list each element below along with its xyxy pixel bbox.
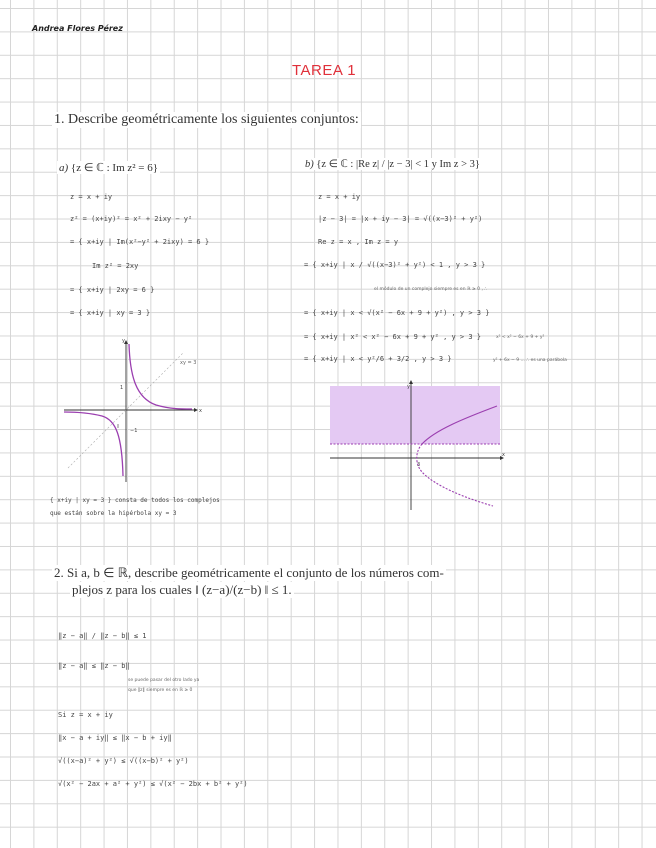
q1b-line: = { x+iy | x² < x² − 6x + 9 + y² , y > 3 }: [304, 333, 482, 341]
q1b-line: |z − 3| = |x + iy − 3| = √((x−3)² + y²): [318, 215, 483, 223]
q2-line: Si z = x + iy: [58, 711, 113, 719]
q1b-aside: x² < x² − 6x + 9 + y²: [496, 335, 545, 340]
q2-aside: que ‖z‖ siempre es en ℝ ≥ 0: [128, 688, 193, 693]
q2-line: ‖z − a‖ / ‖z − b‖ ≤ 1: [58, 632, 147, 640]
hyperbola-graph: [60, 336, 210, 486]
q1b-line: = { x+iy | x / √((x−3)² + y²) < 1 , y > 3 }: [304, 261, 486, 269]
q1b-heading: [303, 158, 482, 170]
axis-x-label: x: [199, 408, 202, 414]
q1a-label: a): [59, 162, 69, 174]
q2-line: √((x−a)² + y²) ≤ √((x−b)² + y²): [58, 757, 189, 765]
axis-y-label: y: [122, 338, 125, 344]
q2-number: 2.: [54, 565, 64, 580]
tick-label: −1: [130, 428, 138, 434]
q2-line: ‖z − a‖ ≤ ‖z − b‖: [58, 662, 130, 670]
q1a-line: Im z² = 2xy: [92, 262, 139, 270]
q1b-label: b): [305, 159, 314, 170]
tick-label: 1: [120, 385, 124, 391]
q1a-line: z = x + iy: [70, 193, 113, 201]
q1-statement: [52, 112, 361, 128]
page-title: TAREA 1: [292, 62, 357, 79]
q2-line: √(x² − 2ax + a² + y²) ≤ √(x² − 2bx + b² + y²): [58, 780, 248, 788]
q1a-heading: [57, 161, 160, 174]
parabola-region-graph: [325, 378, 505, 513]
q1a-note: { x+iy | xy = 3 } consta de todos los complejos: [50, 497, 220, 504]
q2-text-continued: plejos z para los cuales ‖ (z−a)/(z−b) ‖ ≤ 1.: [72, 582, 292, 597]
q2-line: ‖x − a + iy‖ ≤ ‖x − b + iy‖: [58, 734, 172, 742]
q1b-line: = { x+iy | x < y²/6 + 3/2 , y > 3 }: [304, 355, 452, 363]
q1b-aside: y² + 6x − 9 ... ∴ es una parábola: [493, 358, 567, 363]
q1b-set: {z ∈ ℂ : |Re z| / |z − 3| < 1 y Im z > 3}: [316, 159, 480, 170]
q1b-line: = { x+iy | x < √(x² − 6x + 9 + y²) , y > 3 }: [304, 309, 490, 317]
q1a-line: = { x+iy | 2xy = 6 }: [70, 286, 155, 294]
q1a-line: = { x+iy | xy = 3 }: [70, 309, 151, 317]
q1b-line: Re z = x , Im z = y: [318, 238, 399, 246]
q2-text: Si a, b ∈ ℝ, describe geométricamente el conjunto de los números com-: [67, 565, 444, 580]
q1-number: 1.: [54, 112, 65, 127]
q2-aside: se puede pasar del otro lado ya: [128, 678, 200, 683]
q1a-note: que están sobre la hipérbola xy = 3: [50, 510, 177, 517]
author-name: Andrea Flores Pérez: [32, 24, 123, 33]
q1a-set: {z ∈ ℂ : Im z² = 6}: [70, 162, 159, 174]
q1b-line: z = x + iy: [318, 193, 361, 201]
axis-x-label: x: [502, 452, 505, 458]
parabola-lower-branch: [417, 444, 493, 506]
tick-label: 3: [417, 462, 421, 468]
q1-text: Describe geométricamente los siguientes conjuntos:: [68, 112, 359, 127]
axis-y-label: y: [407, 384, 410, 390]
q1b-aside: el módulo de un complejo siempre es en ℝ ≥ 0 , ∴: [374, 287, 488, 292]
q1a-line: = { x+iy | Im(x²−y² + 2ixy) = 6 }: [70, 238, 210, 246]
q1a-line: z² = (x+iy)² = x² + 2ixy − y²: [70, 215, 193, 223]
q2-statement: [52, 565, 446, 581]
graph-label: xy = 3: [180, 360, 197, 366]
